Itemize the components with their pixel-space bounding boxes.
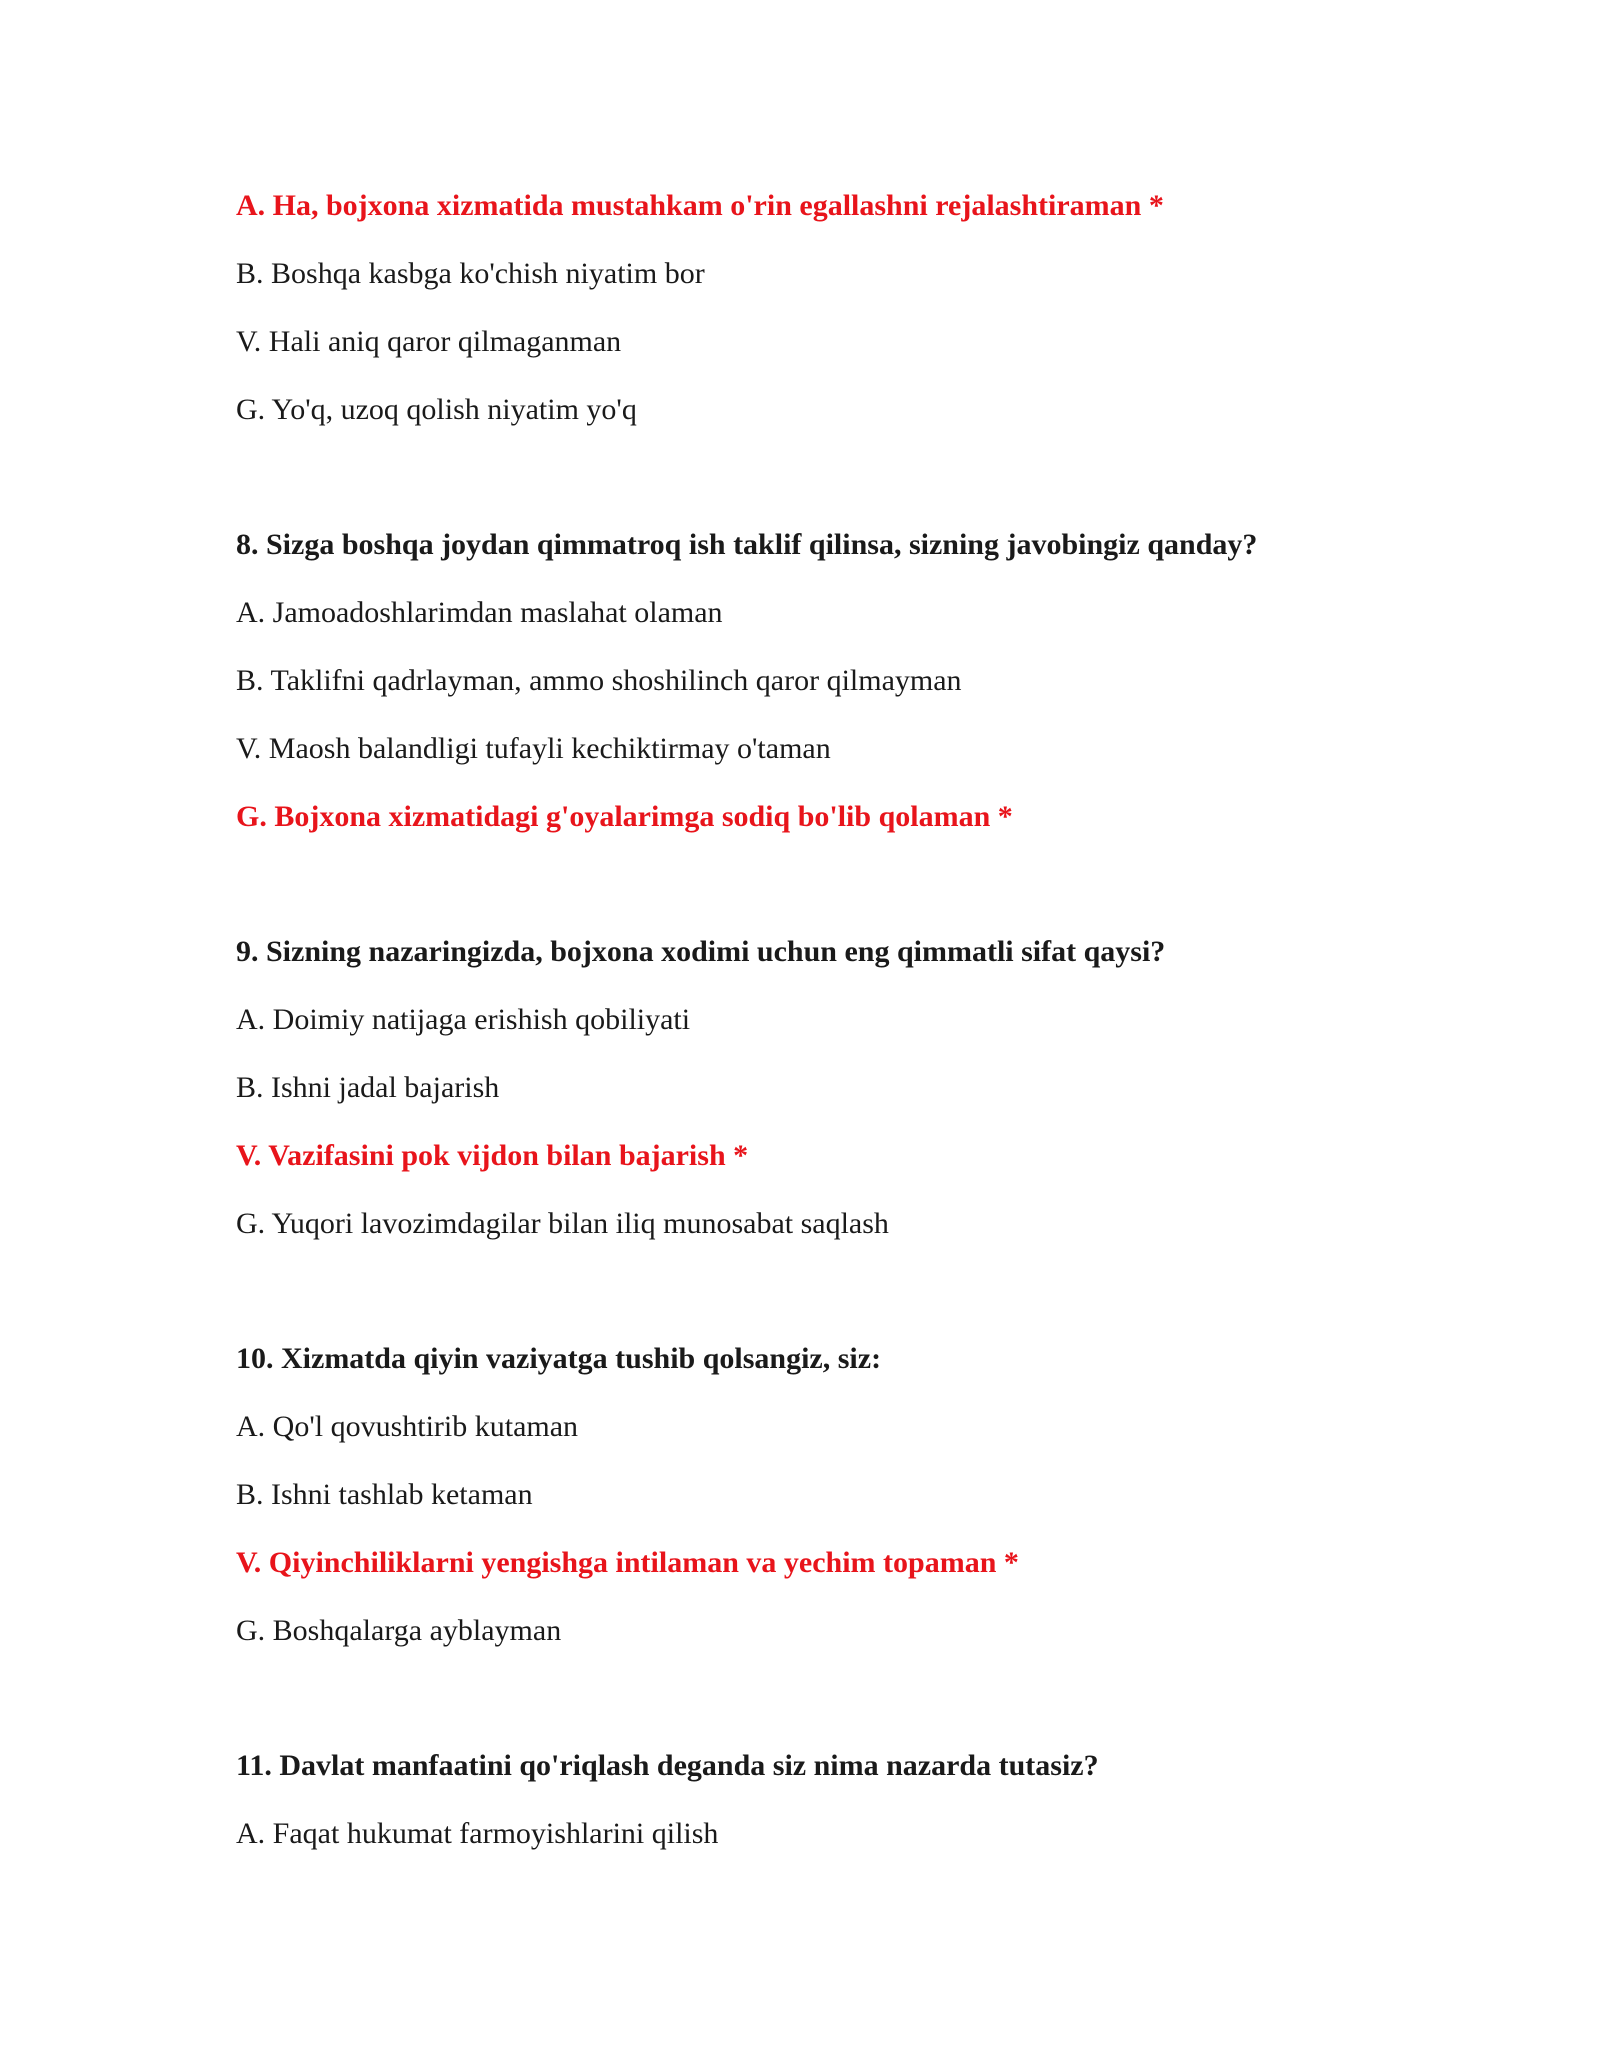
- question-block-8: [236, 527, 1436, 835]
- option-v: V. Maosh balandligi tufayli kechiktirmay o'taman: [236, 732, 831, 765]
- question-8-title: 8. Sizga boshqa joydan qimmatroq ish taklif qilinsa, sizning javobingiz qanday?: [236, 528, 1258, 561]
- option-g: G. Yo'q, uzoq qolish niyatim yo'q: [236, 393, 637, 426]
- option-a-correct: A. Ha, bojxona xizmatida mustahkam o'rin egallashni rejalashtiraman *: [236, 189, 1164, 222]
- option-b: B. Taklifni qadrlayman, ammo shoshilinch qaror qilmayman: [236, 664, 962, 697]
- question-block-11: [236, 1748, 1436, 1852]
- option-a: A. Qo'l qovushtirib kutaman: [236, 1410, 579, 1443]
- question-11-title: 11. Davlat manfaatini qo'riqlash deganda siz nima nazarda tutasiz?: [236, 1749, 1099, 1782]
- option-g-correct: G. Bojxona xizmatidagi g'oyalarimga sodiq bo'lib qolaman *: [236, 800, 1013, 833]
- option-a: A. Jamoadoshlarimdan maslahat olaman: [236, 596, 723, 629]
- question-block-7: [236, 188, 1436, 428]
- question-10-title: 10. Xizmatda qiyin vaziyatga tushib qolsangiz, siz:: [236, 1342, 882, 1375]
- option-g: G. Boshqalarga ayblayman: [236, 1614, 562, 1647]
- option-a: A. Faqat hukumat farmoyishlarini qilish: [236, 1817, 719, 1850]
- option-g: G. Yuqori lavozimdagilar bilan iliq munosabat saqlash: [236, 1207, 889, 1240]
- option-a: A. Doimiy natijaga erishish qobiliyati: [236, 1003, 691, 1036]
- option-v-correct: V. Vazifasini pok vijdon bilan bajarish *: [236, 1139, 749, 1172]
- option-v-correct: V. Qiyinchiliklarni yengishga intilaman va yechim topaman *: [236, 1546, 1019, 1579]
- quiz-content: [236, 188, 1436, 1884]
- option-b: B. Ishni tashlab ketaman: [236, 1478, 533, 1511]
- option-b: B. Boshqa kasbga ko'chish niyatim bor: [236, 257, 705, 290]
- option-b: B. Ishni jadal bajarish: [236, 1071, 500, 1104]
- question-block-9: [236, 934, 1436, 1242]
- option-v: V. Hali aniq qaror qilmaganman: [236, 325, 622, 358]
- question-block-10: [236, 1341, 1436, 1649]
- question-9-title: 9. Sizning nazaringizda, bojxona xodimi uchun eng qimmatli sifat qaysi?: [236, 935, 1166, 968]
